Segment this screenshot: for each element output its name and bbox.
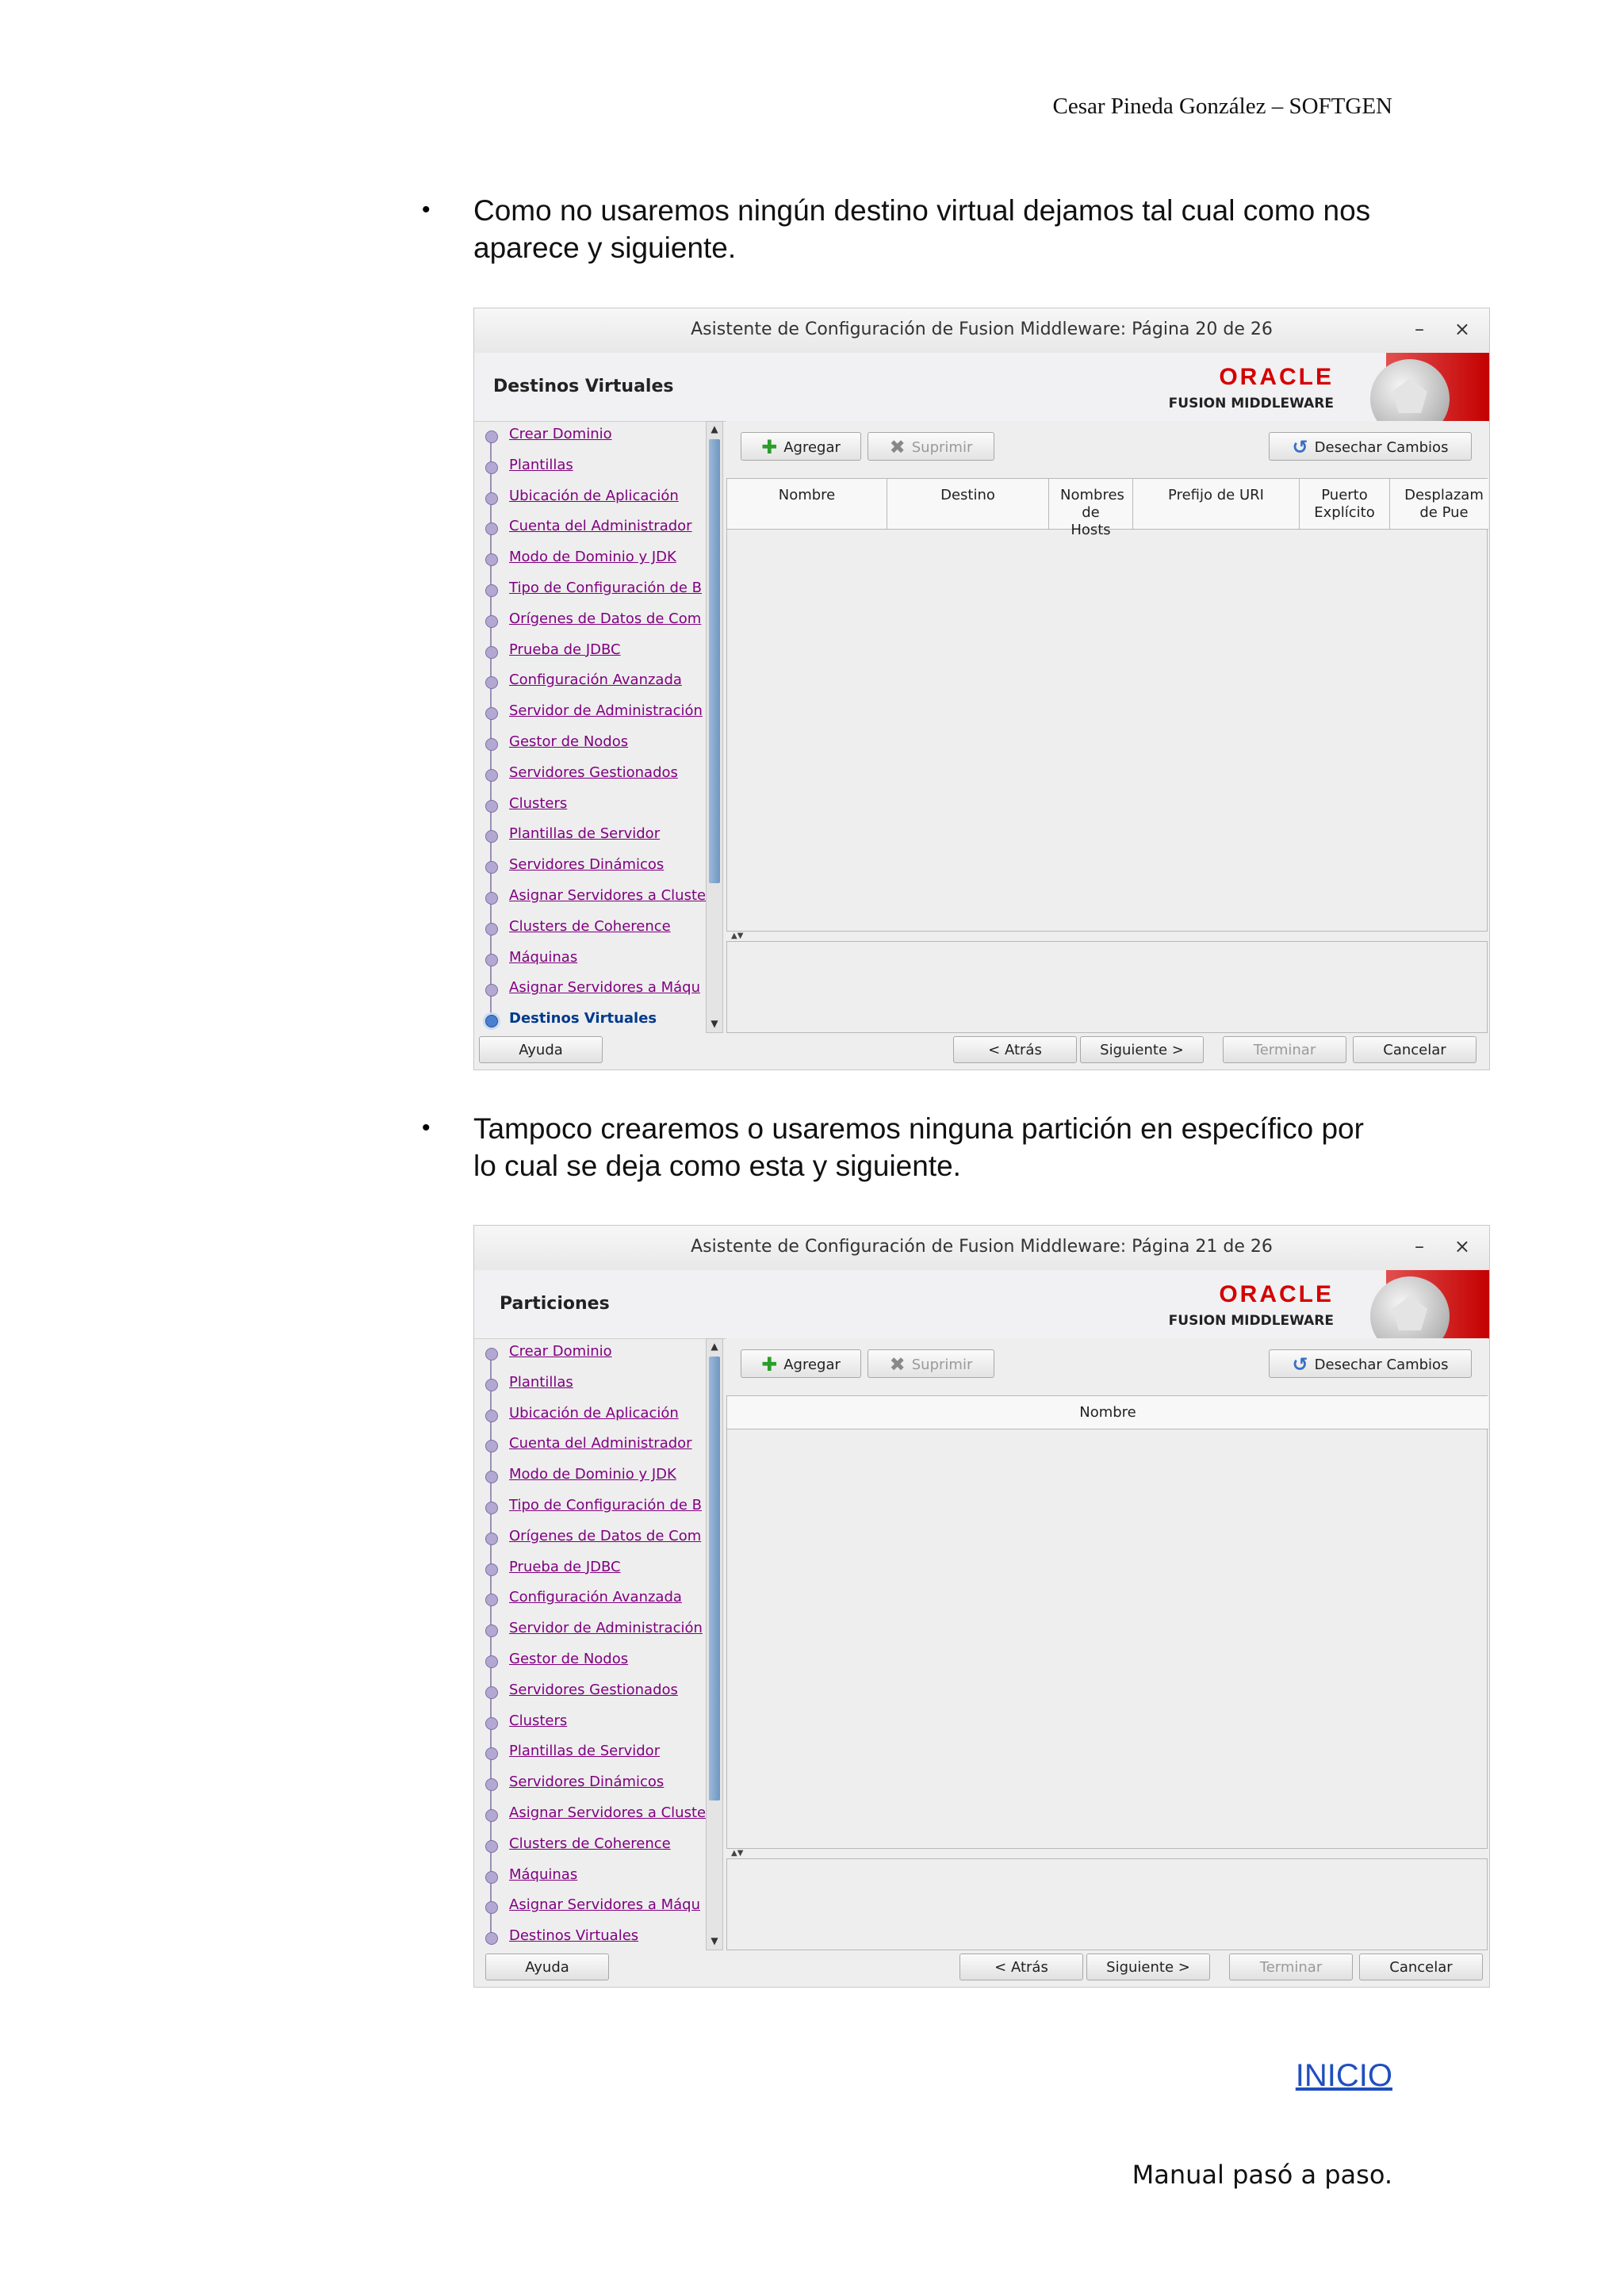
step-marker-icon	[485, 1471, 498, 1483]
step-marker-icon	[485, 1440, 498, 1452]
step-marker-icon	[485, 830, 498, 843]
page-title: Particiones	[500, 1294, 610, 1314]
step-marker-icon	[485, 615, 498, 628]
nav-step[interactable]: Plantillas de Servidor	[509, 825, 661, 843]
page-header: Cesar Pineda González – SOFTGEN	[1052, 94, 1392, 119]
nav-step[interactable]: Destinos Virtuales	[509, 1010, 657, 1027]
step-marker-icon	[485, 676, 498, 689]
step-marker-icon	[485, 1871, 498, 1884]
nav-scrollbar[interactable]	[706, 421, 723, 1033]
cancel-button[interactable]: Cancelar	[1359, 1954, 1483, 1980]
close-button[interactable]: ×	[1454, 1235, 1470, 1257]
step-marker-icon	[485, 984, 498, 997]
nav-step[interactable]: Plantillas	[509, 1373, 573, 1391]
step-marker-icon	[485, 1840, 498, 1853]
discard-label: Desechar Cambios	[1314, 1357, 1449, 1373]
content-panel	[726, 1338, 1488, 1950]
finish-button[interactable]: Terminar	[1229, 1954, 1353, 1980]
nav-step[interactable]: Plantillas	[509, 456, 573, 473]
step-marker-icon	[485, 1932, 498, 1945]
scroll-down-icon[interactable]: ▼	[710, 1935, 718, 1946]
splitter-icon[interactable]: ▲▼	[731, 1849, 744, 1858]
nav-step[interactable]: Clusters de Coherence	[509, 1835, 671, 1852]
nav-step[interactable]: Clusters de Coherence	[509, 917, 671, 935]
step-marker-icon	[485, 769, 498, 782]
delete-button[interactable]	[868, 1349, 994, 1378]
nav-step[interactable]: Gestor de Nodos	[509, 733, 629, 750]
nav-step[interactable]: Asignar Servidores a Cluste	[509, 1804, 707, 1821]
wizard-footer	[474, 1036, 1489, 1068]
partitions-table[interactable]	[726, 1395, 1488, 1849]
nav-step[interactable]: Servidores Dinámicos	[509, 1774, 665, 1791]
step-marker-icon	[485, 861, 498, 874]
scroll-down-icon[interactable]: ▼	[710, 1018, 718, 1029]
nav-step[interactable]: Tipo de Configuración de B	[509, 580, 703, 596]
nav-step[interactable]: Servidor de Administración	[509, 702, 703, 720]
nav-step[interactable]: Gestor de Nodos	[509, 1651, 629, 1667]
oracle-logo: ORACLE	[1219, 1281, 1334, 1307]
wizard-window-particiones	[473, 1225, 1490, 1988]
nav-scrollbar[interactable]	[706, 1338, 723, 1950]
delete-button[interactable]	[868, 432, 994, 461]
discard-changes-button[interactable]	[1269, 432, 1472, 461]
step-marker-icon	[485, 1533, 498, 1545]
title-bar	[474, 308, 1489, 353]
delete-label: Suprimir	[911, 439, 973, 456]
help-button[interactable]: Ayuda	[479, 1036, 603, 1063]
step-marker-icon	[485, 492, 498, 505]
step-marker-icon	[485, 1015, 498, 1027]
step-marker-icon	[485, 1901, 498, 1914]
nav-step[interactable]: Cuenta del Administrador	[509, 1435, 692, 1452]
content-panel	[726, 421, 1488, 1033]
cancel-button[interactable]: Cancelar	[1353, 1036, 1477, 1063]
nav-step[interactable]: Tipo de Configuración de B	[509, 1497, 703, 1513]
nav-step[interactable]: Clusters	[509, 1712, 568, 1729]
nav-step[interactable]: Destinos Virtuales	[509, 1927, 639, 1945]
minimize-button[interactable]: –	[1415, 1235, 1424, 1257]
finish-button[interactable]: Terminar	[1223, 1036, 1346, 1063]
scroll-up-icon[interactable]: ▲	[710, 1341, 718, 1352]
scroll-thumb[interactable]	[709, 1357, 720, 1800]
nav-step[interactable]: Servidores Gestionados	[509, 1681, 678, 1698]
column-header[interactable]: Puerto Explícito	[1300, 479, 1390, 530]
help-button[interactable]: Ayuda	[485, 1954, 609, 1980]
step-marker-icon	[485, 1563, 498, 1576]
wizard-steps-nav	[474, 1338, 707, 1950]
scroll-thumb[interactable]	[709, 439, 720, 883]
column-header[interactable]: Desplazam de Pue	[1390, 479, 1488, 530]
step-marker-icon	[485, 522, 498, 535]
plus-icon: ✚	[761, 436, 778, 458]
nav-step[interactable]: Prueba de JDBC	[509, 641, 621, 658]
column-header[interactable]: Nombre	[727, 1396, 1488, 1429]
minimize-button[interactable]: –	[1415, 318, 1424, 340]
discard-label: Desechar Cambios	[1314, 439, 1449, 456]
x-icon: ✖	[889, 1353, 906, 1376]
nav-step[interactable]: Ubicación de Aplicación	[509, 487, 679, 504]
wizard-window-destinos	[473, 308, 1490, 1070]
step-marker-icon	[485, 1717, 498, 1730]
step-marker-icon	[485, 738, 498, 751]
delete-label: Suprimir	[911, 1357, 973, 1373]
bullet-icon: •	[422, 1115, 431, 1141]
step-marker-icon	[485, 954, 498, 966]
next-button[interactable]: Siguiente >	[1080, 1036, 1204, 1063]
wizard-footer	[474, 1954, 1489, 1985]
step-marker-icon	[485, 1594, 498, 1606]
nav-step[interactable]: Crear Dominio	[509, 426, 612, 442]
next-button[interactable]: Siguiente >	[1086, 1954, 1210, 1980]
undo-icon: ↺	[1292, 436, 1308, 458]
nav-step[interactable]: Servidor de Administración	[509, 1620, 703, 1637]
add-button[interactable]	[741, 1349, 861, 1378]
step-marker-icon	[485, 1502, 498, 1514]
nav-step[interactable]: Plantillas de Servidor	[509, 1743, 661, 1760]
nav-step[interactable]: Ubicación de Aplicación	[509, 1404, 679, 1422]
paragraph-2: Tampoco crearemos o usaremos ninguna partición en específico por lo cual se deja como esta y siguiente.	[473, 1112, 1364, 1182]
wizard-steps-nav	[474, 421, 707, 1033]
nav-step[interactable]: Orígenes de Datos de Com	[509, 1527, 702, 1544]
step-marker-icon	[485, 800, 498, 813]
splitter-icon[interactable]: ▲▼	[731, 932, 744, 940]
nav-step[interactable]: Servidores Gestionados	[509, 763, 678, 781]
step-marker-icon	[485, 1410, 498, 1422]
back-button[interactable]: < Atrás	[959, 1954, 1083, 1980]
add-label: Agregar	[783, 439, 841, 456]
detail-panel	[726, 941, 1488, 1033]
detail-panel	[726, 1858, 1488, 1950]
fusion-middleware-label: FUSION MIDDLEWARE	[1168, 396, 1334, 411]
nav-step[interactable]: Orígenes de Datos de Com	[509, 610, 702, 627]
nav-step[interactable]: Crear Dominio	[509, 1343, 612, 1360]
step-marker-icon	[485, 430, 498, 443]
nav-step[interactable]: Configuración Avanzada	[509, 672, 682, 689]
inicio-link[interactable]: INICIO	[1295, 2058, 1392, 2093]
add-label: Agregar	[783, 1357, 841, 1373]
step-marker-icon	[485, 584, 498, 597]
bullet-icon: •	[422, 197, 431, 223]
step-marker-icon	[485, 1778, 498, 1791]
scroll-up-icon[interactable]: ▲	[710, 423, 718, 434]
step-marker-icon	[485, 1624, 498, 1637]
banner	[474, 1270, 1489, 1339]
step-marker-icon	[485, 1686, 498, 1699]
discard-changes-button[interactable]	[1269, 1349, 1472, 1378]
column-header[interactable]: Prefijo de URI	[1133, 479, 1300, 530]
nav-step[interactable]: Modo de Dominio y JDK	[509, 1466, 676, 1483]
nav-step[interactable]: Modo de Dominio y JDK	[509, 549, 676, 566]
undo-icon: ↺	[1292, 1353, 1308, 1376]
page-footer: Manual pasó a paso.	[1132, 2160, 1392, 2190]
column-header[interactable]: Nombres de Hosts	[1049, 479, 1133, 530]
column-header[interactable]: Destino	[887, 479, 1049, 530]
nav-step[interactable]: Máquinas	[509, 1866, 578, 1883]
step-marker-icon	[485, 553, 498, 566]
step-marker-icon	[485, 1655, 498, 1668]
fusion-middleware-label: FUSION MIDDLEWARE	[1168, 1313, 1334, 1329]
step-marker-icon	[485, 1379, 498, 1391]
plus-icon: ✚	[761, 1353, 778, 1376]
nav-step[interactable]: Cuenta del Administrador	[509, 518, 692, 535]
back-button[interactable]: < Atrás	[953, 1036, 1077, 1063]
nav-step[interactable]: Prueba de JDBC	[509, 1558, 621, 1575]
add-button[interactable]	[741, 432, 861, 461]
paragraph-1: Como no usaremos ningún destino virtual dejamos tal cual como nos aparece y siguiente.	[473, 194, 1371, 264]
step-marker-icon	[485, 1809, 498, 1822]
step-marker-icon	[485, 461, 498, 474]
step-marker-icon	[485, 646, 498, 659]
nav-step[interactable]: Clusters	[509, 794, 568, 812]
step-marker-icon	[485, 1747, 498, 1760]
step-marker-icon	[485, 892, 498, 905]
nav-step[interactable]: Asignar Servidores a Cluste	[509, 887, 707, 904]
step-marker-icon	[485, 707, 498, 720]
column-header[interactable]: Nombre	[727, 479, 887, 530]
banner	[474, 353, 1489, 422]
nav-step[interactable]: Asignar Servidores a Máqu	[509, 1896, 700, 1914]
step-marker-icon	[485, 923, 498, 936]
window-title: Asistente de Configuración de Fusion Middleware: Página 20 de 26	[691, 320, 1273, 339]
window-title: Asistente de Configuración de Fusion Middleware: Página 21 de 26	[691, 1237, 1273, 1257]
nav-step[interactable]: Servidores Dinámicos	[509, 856, 665, 874]
x-icon: ✖	[889, 436, 906, 458]
title-bar	[474, 1226, 1489, 1270]
close-button[interactable]: ×	[1454, 318, 1470, 340]
nav-step[interactable]: Configuración Avanzada	[509, 1589, 682, 1606]
step-marker-icon	[485, 1348, 498, 1360]
virtual-targets-table[interactable]	[726, 478, 1488, 932]
nav-step[interactable]: Asignar Servidores a Máqu	[509, 979, 700, 997]
page-title: Destinos Virtuales	[493, 377, 674, 396]
oracle-logo: ORACLE	[1219, 364, 1334, 390]
nav-step[interactable]: Máquinas	[509, 948, 578, 966]
